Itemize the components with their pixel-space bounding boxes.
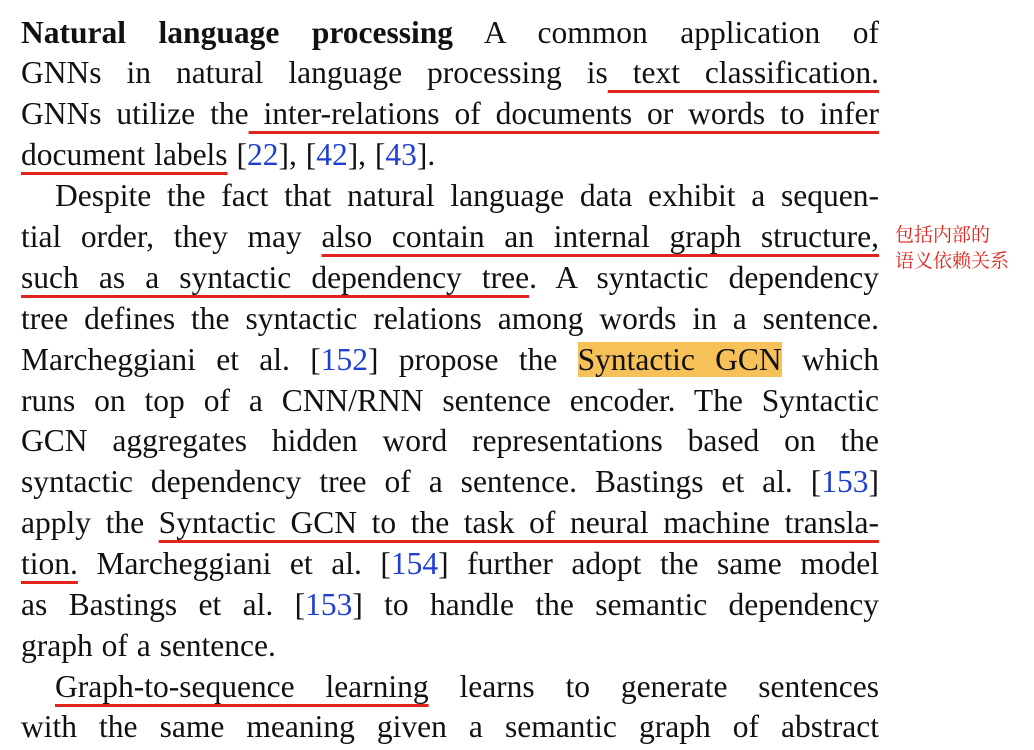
text-segment: as Bastings et al. [ [21,587,306,622]
underlined-text: tion. [21,546,78,581]
text-line-1 [21,13,879,53]
text-line-12 [21,462,879,502]
underlined-text: document labels [21,137,228,172]
text-segment: tial order, they may [21,219,322,254]
text-line-13 [21,503,879,543]
text-segment: runs on top of a CNN/RNN sentence encoder. The Syntactic [21,383,879,418]
text-segment: A common application of [483,15,879,50]
text-segment: [ [227,137,247,172]
text-segment: with the same meaning given a semantic graph of abstract [21,709,879,744]
underlined-text: text classification. [607,55,879,90]
text-segment: syntactic dependency tree of a sentence. Bastings et al. [ [21,464,822,499]
section-heading: Natural language processing [21,15,454,50]
text-segment: ] to handle the semantic dependency [352,587,879,622]
citation-link[interactable]: 153 [821,464,869,499]
text-line-14 [21,544,879,584]
citation-link[interactable]: 153 [305,587,353,622]
text-segment: ] further adopt the same model [438,546,879,581]
text-line-11 [21,421,879,461]
text-line-5 [21,176,879,216]
text-line-9 [21,340,879,380]
text-segment: GNNs utilize the [21,96,249,131]
text-line-10 [21,381,879,421]
text-segment: which [781,342,879,377]
text-segment: tree defines the syntactic relations among words in a sentence. [21,301,879,336]
citation-link[interactable]: 42 [316,137,348,172]
text-segment: Marcheggiani et al. [ [21,342,321,377]
text-line-4 [21,135,879,175]
text-line-16 [21,626,879,666]
text-line-17 [21,667,879,707]
underlined-text: Graph-to-sequence learning [55,669,429,704]
text-line-3 [21,94,879,134]
underlined-text: inter-relations of documents or words to infer [248,96,879,131]
text-segment: . A syntactic dependency [529,260,879,295]
text-segment: learns to generate sentences [428,669,879,704]
citation-link[interactable]: 43 [385,137,417,172]
citation-link[interactable]: 22 [246,137,279,172]
text-segment: GCN aggregates hidden word representations based on the [21,423,879,458]
text-line-6 [21,217,879,257]
text-segment: apply the [21,505,159,540]
text-segment: GNNs in natural language processing is [21,55,608,90]
highlighted-text: Syntactic GCN [577,342,782,377]
text-segment: Marcheggiani et al. [ [77,546,391,581]
text-segment: Despite the fact that natural language data exhibit a sequen- [55,178,879,213]
citation-link[interactable]: 154 [390,546,439,581]
text-segment: ] propose the [367,342,578,377]
text-segment: ]. [416,137,436,172]
text-segment: graph of a sentence. [21,628,276,663]
annotation-line-1: 包括内部的 [895,224,991,246]
text-line-7 [21,258,879,298]
text-segment: ], [ [278,137,317,172]
underlined-text: Syntactic GCN to the task of neural machine transla- [158,505,880,540]
citation-link[interactable]: 152 [320,342,368,377]
margin-annotation [895,222,1034,274]
text-line-2 [21,53,879,93]
annotation-line-2: 语义依赖关系 [895,250,1010,272]
underlined-text: also contain an internal graph structure, [321,219,879,254]
text-segment: ], [ [347,137,386,172]
underlined-text: such as a syntactic dependency tree [21,260,530,295]
text-line-8 [21,299,879,339]
text-line-18 [21,707,879,747]
text-line-15 [21,585,879,625]
text-segment: ] [868,464,879,499]
